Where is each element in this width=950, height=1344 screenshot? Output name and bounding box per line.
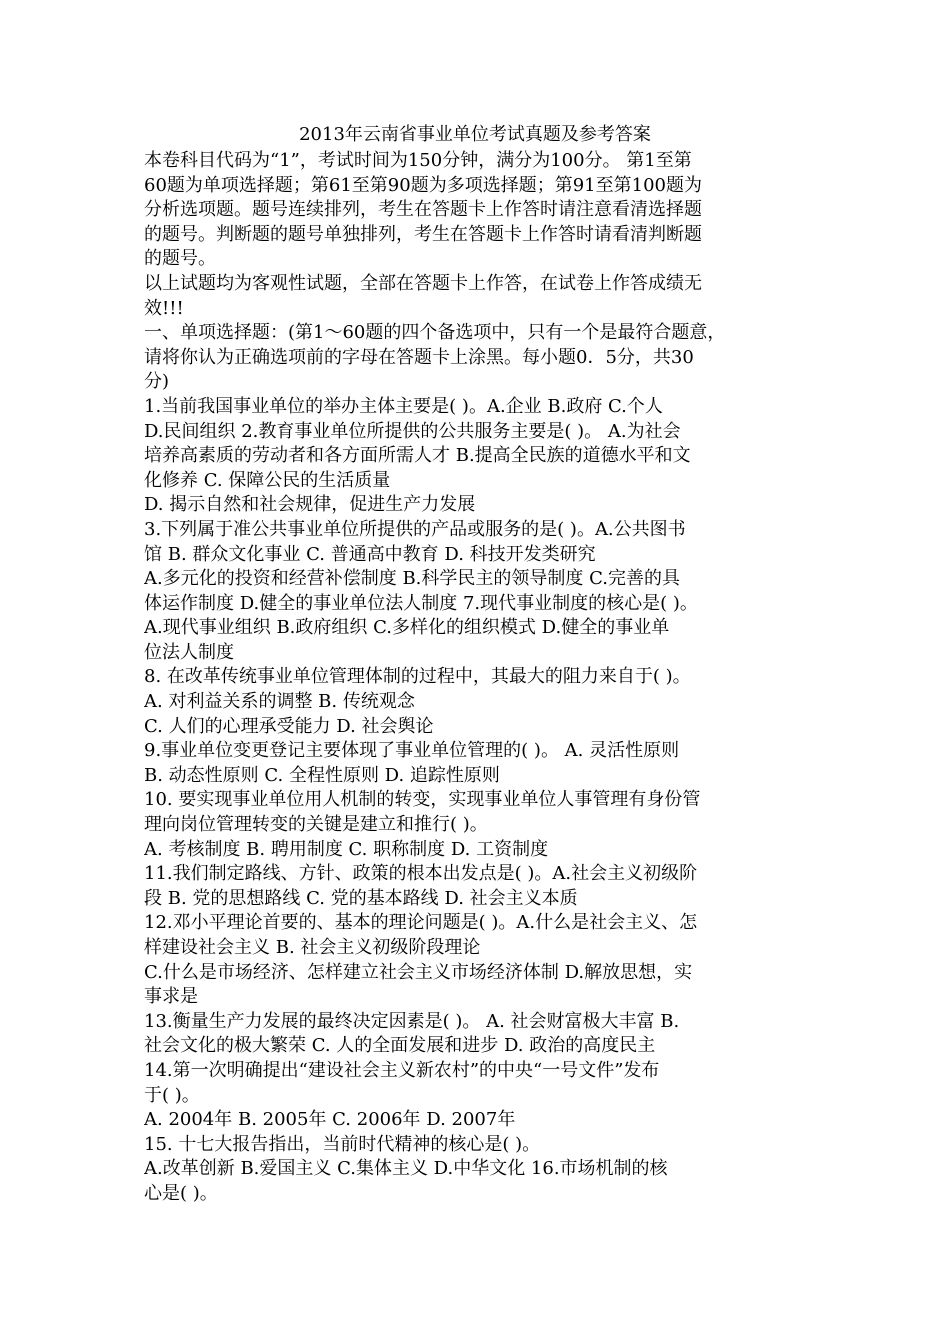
text-line: 的题号。 <box>144 248 216 270</box>
text-line: 馆 B. 群众文化事业 C. 普通高中教育 D. 科技开发类研究 <box>144 543 596 565</box>
text-line: 60题为单项选择题；第61至第90题为多项选择题；第91至第100题为 <box>144 174 702 196</box>
text-line: 一、单项选择题：(第1～60题的四个备选项中，只有一个是最符合题意， <box>144 322 726 344</box>
text-line: 9.事业单位变更登记主要体现了事业单位管理的( )。 A. 灵活性原则 <box>144 740 680 762</box>
text-line: 段 B. 党的思想路线 C. 党的基本路线 D. 社会主义本质 <box>144 887 578 909</box>
text-line: A.改革创新 B.爱国主义 C.集体主义 D.中华文化 16.市场机制的核 <box>144 1158 668 1180</box>
text-line: 以上试题均为客观性试题，全部在答题卡上作答，在试卷上作答成绩无 <box>144 272 702 294</box>
text-line: 14.第一次明确提出“建设社会主义新农村”的中央“一号文件”发布 <box>144 1059 660 1081</box>
page-title: 2013年云南省事业单位考试真题及参考答案 <box>299 124 651 145</box>
text-line: 3.下列属于准公共事业单位所提供的产品或服务的是( )。A.公共图书 <box>144 518 686 540</box>
text-line: C.什么是市场经济、怎样建立社会主义市场经济体制 D.解放思想，实 <box>144 961 693 983</box>
text-line: 8. 在改革传统事业单位管理体制的过程中，其最大的阻力来自于( )。 <box>144 666 691 688</box>
text-line: 位法人制度 <box>144 641 234 663</box>
text-line: 请将你认为正确选项前的字母在答题卡上涂黑。每小题0．5分，共30 <box>144 346 694 368</box>
text-line: 12.邓小平理论首要的、基本的理论问题是( )。A.什么是社会主义、怎 <box>144 912 698 934</box>
text-line: A. 考核制度 B. 聘用制度 C. 职称制度 D. 工资制度 <box>144 838 549 860</box>
text-line: A. 2004年 B. 2005年 C. 2006年 D. 2007年 <box>144 1109 516 1131</box>
text-line: D. 揭示自然和社会规律，促进生产力发展 <box>144 494 476 516</box>
text-line: A.多元化的投资和经营补偿制度 B.科学民主的领导制度 C.完善的具 <box>144 568 680 590</box>
text-line: B. 动态性原则 C. 全程性原则 D. 追踪性原则 <box>144 764 500 786</box>
text-line: 1.当前我国事业单位的举办主体主要是( )。A.企业 B.政府 C.个人 <box>144 395 663 417</box>
text-line: 分析选项题。题号连续排列，考生在答题卡上作答时请注意看清选择题 <box>144 199 702 221</box>
text-line: 11.我们制定路线、方针、政策的根本出发点是( )。A.社会主义初级阶 <box>144 863 698 885</box>
text-line: 10. 要实现事业单位用人机制的转变，实现事业单位人事管理有身份管 <box>144 789 701 811</box>
text-line: 13.衡量生产力发展的最终决定因素是( )。 A. 社会财富极大丰富 B. <box>144 1010 680 1032</box>
text-line: 社会文化的极大繁荣 C. 人的全面发展和进步 D. 政治的高度民主 <box>144 1035 656 1057</box>
text-line: C. 人们的心理承受能力 D. 社会舆论 <box>144 715 434 737</box>
text-line: 事求是 <box>144 986 198 1008</box>
text-line: 分) <box>144 371 170 393</box>
text-line: A.现代事业组织 B.政府组织 C.多样化的组织模式 D.健全的事业单 <box>144 617 670 639</box>
text-line: 培养高素质的劳动者和各方面所需人才 B.提高全民族的道德水平和文 <box>144 445 691 467</box>
text-line: 的题号。判断题的题号单独排列，考生在答题卡上作答时请看清判断题 <box>144 223 702 245</box>
text-line: 效!!! <box>144 297 184 319</box>
text-line: 于( )。 <box>144 1084 200 1106</box>
text-line: 心是( )。 <box>144 1182 218 1204</box>
text-line: 体运作制度 D.健全的事业单位法人制度 7.现代事业制度的核心是( )。 <box>144 592 698 614</box>
text-line: 理向岗位管理转变的关键是建立和推行( )。 <box>144 814 488 836</box>
text-line: 样建设社会主义 B. 社会主义初级阶段理论 <box>144 937 481 958</box>
text-line: 本卷科目代码为“1”，考试时间为150分钟，满分为100分。 第1至第 <box>144 150 692 171</box>
text-line: 15. 十七大报告指出，当前时代精神的核心是( )。 <box>144 1133 541 1155</box>
text-line: D.民间组织 2.教育事业单位所提供的公共服务主要是( )。 A.为社会 <box>144 420 681 442</box>
document-body <box>144 149 824 1207</box>
text-line: 化修养 C. 保障公民的生活质量 <box>144 469 391 491</box>
text-line: A. 对利益关系的调整 B. 传统观念 <box>144 691 415 713</box>
